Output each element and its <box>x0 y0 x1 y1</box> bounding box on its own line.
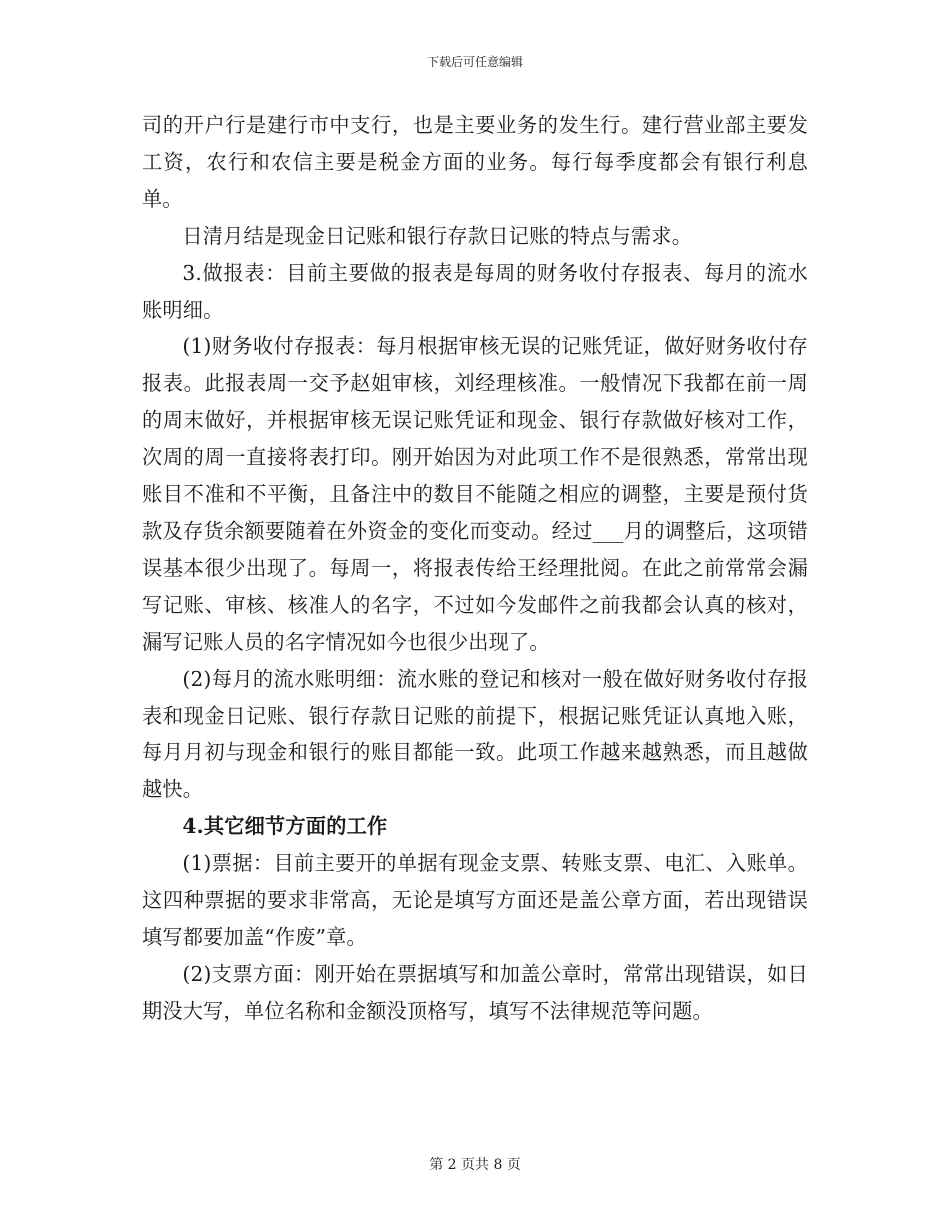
paragraph-checks: (2)支票方面：刚开始在票据填写和加盖公章时，常常出现错误，如日期没大写，单位名称和金额没顶格写，填写不法律规范等问题。 <box>142 961 808 1023</box>
paragraph-journal-details: (2)每月的流水账明细：流水账的登记和核对一般在做好财务收付存报表和现金日记账、银行存款日记账的前提下，根据记账凭证认真地入账，每月月初与现金和银行的账目都能一致。此项工作越来越熟悉，而且越做越快。 <box>142 666 808 802</box>
paragraph-daily-settlement: 日清月结是现金日记账和银行存款日记账的特点与需求。 <box>182 223 693 248</box>
section-heading-other-work: 4.其它细节方面的工作 <box>182 814 388 839</box>
header-note: 下载后可任意编辑 <box>426 55 523 69</box>
paragraph-reports-intro: 3.做报表：目前主要做的报表是每周的财务收付存报表、每月的流水账明细。 <box>142 260 808 322</box>
paragraph-bank-accounts: 司的开户行是建行市中支行，也是主要业务的发生行。建行营业部主要发工资，农行和农信主要是税金方面的业务。每行每季度都会有银行利息单。 <box>142 113 808 211</box>
page-number: 第 2 页共 8 页 <box>429 1157 521 1173</box>
document-body <box>142 107 808 1030</box>
paragraph-bills: (1)票据：目前主要开的单据有现金支票、转账支票、电汇、入账单。这四种票据的要求非常高，无论是填写方面还是盖公章方面，若出现错误填写都要加盖“作废”章。 <box>142 851 808 949</box>
paragraph-cash-report: (1)财务收付存报表：每月根据审核无误的记账凭证，做好财务收付存报表。此报表周一交予赵姐审核，刘经理核准。一般情况下我都在前一周的周末做好，并根据审核无误记账凭证和现金、银行存款做好核对工作，次周的周一直接将表打印。刚开始因为对此项工作不是很熟悉，常常出现账目不准和不平衡，且备注中的数目不能随之相应的调整，主要是预付货款及存货余额要随着在外资金的变化而变动。经过___月的调整后，这项错误基本很少出现了。每周一，将报表传给王经理批阅。在此之前常常会漏写记账、审核、核准人的名字，不过如今发邮件之前我都会认真的核对，漏写记账人员的名字情况如今也很少出现了。 <box>142 334 808 654</box>
